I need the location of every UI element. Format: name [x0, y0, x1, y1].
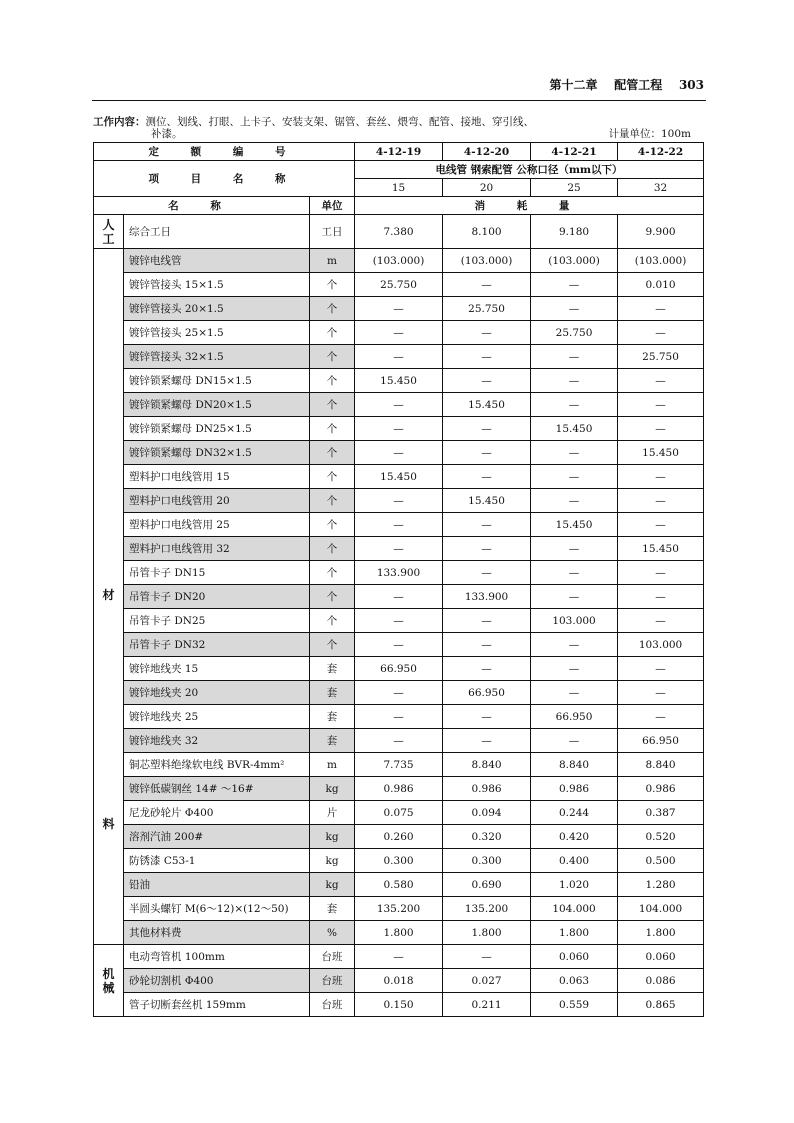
- table-row: [94, 297, 704, 321]
- item-value: (103.000): [531, 249, 618, 273]
- item-value: —: [531, 393, 618, 417]
- item-value: —: [618, 489, 704, 513]
- item-value: —: [355, 345, 443, 369]
- item-value: —: [443, 441, 531, 465]
- item-name: 镀锌地线夹 25: [124, 705, 310, 729]
- item-description: 电线管 钢索配管 公称口径（mm以下）: [355, 161, 704, 179]
- work-text-2: 补漆。: [151, 128, 183, 140]
- table-row: [94, 215, 704, 249]
- table-row: [94, 993, 704, 1017]
- table-row: [94, 417, 704, 441]
- item-value: 0.060: [618, 945, 704, 969]
- table-row: [94, 945, 704, 969]
- item-name: 镀锌锁紧螺母 DN25×1.5: [124, 417, 310, 441]
- table-row: [94, 801, 704, 825]
- item-value: —: [443, 705, 531, 729]
- item-value: —: [531, 297, 618, 321]
- item-value: —: [443, 657, 531, 681]
- item-value: 0.075: [355, 801, 443, 825]
- item-value: 0.018: [355, 969, 443, 993]
- item-value: 0.400: [531, 849, 618, 873]
- item-unit: 套: [310, 705, 355, 729]
- item-value: —: [355, 417, 443, 441]
- item-value: 0.986: [531, 777, 618, 801]
- item-value: —: [618, 321, 704, 345]
- item-name: 吊管卡子 DN20: [124, 585, 310, 609]
- item-unit: 个: [310, 537, 355, 561]
- item-value: —: [618, 585, 704, 609]
- item-value: —: [443, 465, 531, 489]
- table-row: [94, 585, 704, 609]
- item-name: 吊管卡子 DN15: [124, 561, 310, 585]
- size-value: 32: [618, 179, 704, 197]
- quota-code: 4-12-19: [355, 143, 443, 161]
- item-unit: 个: [310, 393, 355, 417]
- item-value: 0.063: [531, 969, 618, 993]
- item-value: —: [618, 609, 704, 633]
- item-name: 塑料护口电线管用 25: [124, 513, 310, 537]
- item-value: 0.986: [355, 777, 443, 801]
- item-name: 镀锌锁紧螺母 DN15×1.5: [124, 369, 310, 393]
- item-value: 7.735: [355, 753, 443, 777]
- item-value: —: [618, 369, 704, 393]
- table-row: [94, 537, 704, 561]
- item-unit: 个: [310, 489, 355, 513]
- item-value: 15.450: [531, 417, 618, 441]
- item-value: —: [531, 657, 618, 681]
- item-value: —: [531, 273, 618, 297]
- item-value: —: [531, 681, 618, 705]
- table-row: [94, 729, 704, 753]
- item-unit: 片: [310, 801, 355, 825]
- item-value: —: [531, 633, 618, 657]
- table-row: [94, 897, 704, 921]
- item-value: —: [355, 537, 443, 561]
- item-value: 9.180: [531, 215, 618, 249]
- item-value: —: [355, 393, 443, 417]
- item-unit: 个: [310, 297, 355, 321]
- item-value: 103.000: [618, 633, 704, 657]
- table-row: [94, 921, 704, 945]
- item-value: 103.000: [531, 609, 618, 633]
- chapter-title: 配管工程: [614, 78, 663, 92]
- item-unit: 套: [310, 897, 355, 921]
- table-row: [94, 345, 704, 369]
- header-text: [549, 76, 704, 93]
- item-value: 135.200: [443, 897, 531, 921]
- size-value: 20: [443, 179, 531, 197]
- item-value: 1.280: [618, 873, 704, 897]
- item-unit: 个: [310, 417, 355, 441]
- item-unit: 工日: [310, 215, 355, 249]
- item-value: 8.840: [531, 753, 618, 777]
- item-value: —: [531, 729, 618, 753]
- table-row: [94, 273, 704, 297]
- item-unit: 个: [310, 633, 355, 657]
- table-row: [94, 849, 704, 873]
- item-value: 66.950: [618, 729, 704, 753]
- item-value: —: [443, 369, 531, 393]
- item-unit: 个: [310, 585, 355, 609]
- item-value: —: [355, 585, 443, 609]
- quota-label: 定 额 编 号: [94, 143, 355, 161]
- item-value: 15.450: [531, 513, 618, 537]
- item-value: 15.450: [355, 465, 443, 489]
- item-desc-row: [94, 161, 704, 179]
- item-value: (103.000): [443, 249, 531, 273]
- item-value: 0.500: [618, 849, 704, 873]
- item-value: —: [618, 417, 704, 441]
- table-row: [94, 609, 704, 633]
- item-value: —: [355, 297, 443, 321]
- item-value: —: [443, 537, 531, 561]
- quota-code-row: [94, 143, 704, 161]
- table-row: [94, 465, 704, 489]
- item-unit: kg: [310, 777, 355, 801]
- item-value: 133.900: [355, 561, 443, 585]
- item-name: 防锈漆 C53-1: [124, 849, 310, 873]
- work-content: [93, 116, 705, 140]
- item-value: 104.000: [618, 897, 704, 921]
- item-unit: 个: [310, 321, 355, 345]
- item-name: 电动弯管机 100mm: [124, 945, 310, 969]
- item-name: 镀锌管接头 32×1.5: [124, 345, 310, 369]
- item-value: —: [531, 561, 618, 585]
- category-materials: [94, 249, 124, 945]
- item-value: 0.094: [443, 801, 531, 825]
- item-value: 8.840: [443, 753, 531, 777]
- table-row: [94, 777, 704, 801]
- item-unit: 套: [310, 729, 355, 753]
- item-name: 综合工日: [124, 215, 310, 249]
- size-value: 25: [531, 179, 618, 197]
- item-value: —: [531, 369, 618, 393]
- item-value: —: [443, 561, 531, 585]
- item-unit: 台班: [310, 969, 355, 993]
- item-name: 铅油: [124, 873, 310, 897]
- item-name: 镀锌电线管: [124, 249, 310, 273]
- item-value: 15.450: [618, 537, 704, 561]
- quota-code: 4-12-21: [531, 143, 618, 161]
- item-value: —: [355, 489, 443, 513]
- page-number: 303: [678, 78, 704, 92]
- item-name: 半圆头螺钉 M(6～12)×(12～50): [124, 897, 310, 921]
- work-text-1: 测位、划线、打眼、上卡子、安装支架、锯管、套丝、煨弯、配管、接地、穿引线、: [145, 116, 534, 128]
- item-value: 66.950: [531, 705, 618, 729]
- item-unit: 台班: [310, 993, 355, 1017]
- item-value: 15.450: [618, 441, 704, 465]
- item-value: 8.840: [618, 753, 704, 777]
- item-name: 溶剂汽油 200#: [124, 825, 310, 849]
- table-row: [94, 633, 704, 657]
- item-value: 0.520: [618, 825, 704, 849]
- item-value: —: [355, 633, 443, 657]
- item-name: 吊管卡子 DN25: [124, 609, 310, 633]
- item-name: 镀锌管接头 15×1.5: [124, 273, 310, 297]
- item-value: 25.750: [531, 321, 618, 345]
- table-row: [94, 441, 704, 465]
- quota-code: 4-12-22: [618, 143, 704, 161]
- table-row: [94, 705, 704, 729]
- item-value: —: [355, 945, 443, 969]
- item-value: (103.000): [355, 249, 443, 273]
- item-value: —: [531, 537, 618, 561]
- item-value: —: [443, 417, 531, 441]
- item-unit: 台班: [310, 945, 355, 969]
- item-value: (103.000): [618, 249, 704, 273]
- item-value: —: [618, 681, 704, 705]
- item-value: 0.690: [443, 873, 531, 897]
- item-value: 0.010: [618, 273, 704, 297]
- category-materials-bottom: 料: [102, 816, 115, 831]
- item-value: 66.950: [355, 657, 443, 681]
- item-value: 15.450: [443, 393, 531, 417]
- item-value: 0.300: [443, 849, 531, 873]
- unit-header: 单位: [310, 197, 355, 215]
- item-name: 其他材料费: [124, 921, 310, 945]
- table-row: [94, 561, 704, 585]
- item-value: 8.100: [443, 215, 531, 249]
- item-value: —: [443, 609, 531, 633]
- item-value: —: [618, 561, 704, 585]
- item-value: —: [443, 633, 531, 657]
- item-value: 25.750: [355, 273, 443, 297]
- item-name: 镀锌地线夹 15: [124, 657, 310, 681]
- table-row: [94, 753, 704, 777]
- page-header: [92, 74, 706, 101]
- item-value: —: [531, 465, 618, 489]
- item-value: —: [531, 489, 618, 513]
- table-row: [94, 681, 704, 705]
- column-header-row: [94, 197, 704, 215]
- item-value: 0.865: [618, 993, 704, 1017]
- item-value: 0.580: [355, 873, 443, 897]
- table-row: [94, 969, 704, 993]
- item-value: 0.244: [531, 801, 618, 825]
- item-name: 镀锌管接头 20×1.5: [124, 297, 310, 321]
- item-name: 铜芯塑料绝缘软电线 BVR-4mm²: [124, 753, 310, 777]
- item-value: —: [618, 297, 704, 321]
- item-value: —: [355, 321, 443, 345]
- item-unit: 个: [310, 513, 355, 537]
- item-unit: 个: [310, 345, 355, 369]
- item-value: —: [443, 273, 531, 297]
- category-materials-top: 材: [102, 587, 115, 602]
- item-value: 0.150: [355, 993, 443, 1017]
- item-value: 25.750: [618, 345, 704, 369]
- item-value: —: [443, 945, 531, 969]
- item-value: 0.027: [443, 969, 531, 993]
- item-value: 25.750: [443, 297, 531, 321]
- item-unit: %: [310, 921, 355, 945]
- item-label: 项 目 名 称: [94, 161, 355, 197]
- item-value: —: [618, 393, 704, 417]
- item-unit: 套: [310, 681, 355, 705]
- item-value: 1.800: [443, 921, 531, 945]
- item-name: 管子切断套丝机 159mm: [124, 993, 310, 1017]
- table-row: [94, 321, 704, 345]
- item-unit: 个: [310, 561, 355, 585]
- item-value: 1.800: [531, 921, 618, 945]
- item-value: 1.800: [618, 921, 704, 945]
- table-row: [94, 369, 704, 393]
- item-name: 塑料护口电线管用 32: [124, 537, 310, 561]
- item-name: 塑料护口电线管用 20: [124, 489, 310, 513]
- item-value: —: [355, 729, 443, 753]
- table-row: [94, 489, 704, 513]
- table-row: [94, 249, 704, 273]
- item-value: 0.986: [443, 777, 531, 801]
- item-value: 0.060: [531, 945, 618, 969]
- item-name: 吊管卡子 DN32: [124, 633, 310, 657]
- consumption-header: 消 耗 量: [355, 197, 704, 215]
- table-row: [94, 393, 704, 417]
- item-value: —: [355, 441, 443, 465]
- item-value: —: [531, 441, 618, 465]
- item-value: —: [355, 513, 443, 537]
- item-name: 镀锌锁紧螺母 DN32×1.5: [124, 441, 310, 465]
- item-value: 0.559: [531, 993, 618, 1017]
- item-value: 7.380: [355, 215, 443, 249]
- table-row: [94, 657, 704, 681]
- item-value: —: [618, 657, 704, 681]
- table-row: [94, 825, 704, 849]
- item-value: 0.387: [618, 801, 704, 825]
- item-unit: kg: [310, 825, 355, 849]
- item-name: 砂轮切割机 Φ400: [124, 969, 310, 993]
- item-value: —: [531, 345, 618, 369]
- item-value: —: [443, 345, 531, 369]
- table-row: [94, 873, 704, 897]
- item-value: 0.300: [355, 849, 443, 873]
- item-unit: m: [310, 753, 355, 777]
- item-value: —: [618, 513, 704, 537]
- item-value: 133.900: [443, 585, 531, 609]
- item-value: 135.200: [355, 897, 443, 921]
- item-value: —: [443, 729, 531, 753]
- name-header: 名 称: [94, 197, 310, 215]
- item-value: —: [618, 705, 704, 729]
- item-value: —: [618, 465, 704, 489]
- table-row: [94, 513, 704, 537]
- item-unit: 套: [310, 657, 355, 681]
- item-value: —: [531, 585, 618, 609]
- size-value: 15: [355, 179, 443, 197]
- item-unit: 个: [310, 369, 355, 393]
- item-unit: m: [310, 249, 355, 273]
- item-name: 镀锌锁紧螺母 DN20×1.5: [124, 393, 310, 417]
- item-value: 15.450: [355, 369, 443, 393]
- item-value: 0.260: [355, 825, 443, 849]
- item-value: —: [355, 705, 443, 729]
- item-name: 镀锌地线夹 32: [124, 729, 310, 753]
- item-value: —: [443, 513, 531, 537]
- work-label: 工作内容：: [93, 116, 146, 128]
- quota-table: [93, 142, 704, 1017]
- item-value: —: [355, 609, 443, 633]
- item-name: 镀锌低碳钢丝 14# ～16#: [124, 777, 310, 801]
- item-value: 0.986: [618, 777, 704, 801]
- item-value: 0.420: [531, 825, 618, 849]
- item-value: —: [443, 321, 531, 345]
- item-unit: 个: [310, 465, 355, 489]
- item-name: 塑料护口电线管用 15: [124, 465, 310, 489]
- item-value: 15.450: [443, 489, 531, 513]
- item-value: 66.950: [443, 681, 531, 705]
- category-machinery: 机 械: [94, 945, 124, 1017]
- item-value: 0.086: [618, 969, 704, 993]
- item-value: 0.320: [443, 825, 531, 849]
- item-unit: 个: [310, 609, 355, 633]
- item-value: 1.020: [531, 873, 618, 897]
- table-body: [94, 143, 704, 1017]
- category-labor: 人 工: [94, 215, 124, 249]
- item-unit: 个: [310, 441, 355, 465]
- item-value: 104.000: [531, 897, 618, 921]
- work-line-1: [93, 116, 705, 128]
- measure-unit: 计量单位：100m: [608, 128, 691, 140]
- item-unit: 个: [310, 273, 355, 297]
- chapter-label: 第十二章: [549, 78, 598, 92]
- item-name: 尼龙砂轮片 Φ400: [124, 801, 310, 825]
- item-name: 镀锌地线夹 20: [124, 681, 310, 705]
- quota-code: 4-12-20: [443, 143, 531, 161]
- item-unit: kg: [310, 849, 355, 873]
- item-name: 镀锌管接头 25×1.5: [124, 321, 310, 345]
- item-value: 1.800: [355, 921, 443, 945]
- item-value: 0.211: [443, 993, 531, 1017]
- item-value: —: [355, 681, 443, 705]
- item-value: 9.900: [618, 215, 704, 249]
- item-unit: kg: [310, 873, 355, 897]
